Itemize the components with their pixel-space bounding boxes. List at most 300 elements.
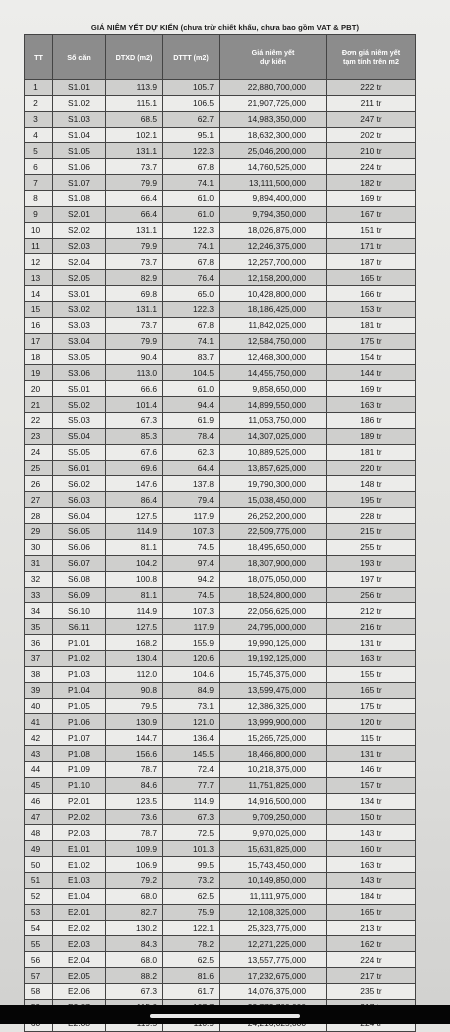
unit-code: S5.04: [53, 428, 106, 444]
listed-price: 12,257,700,000: [220, 254, 327, 270]
dttt-value: 95.1: [163, 127, 220, 143]
row-number: 53: [25, 904, 53, 920]
row-number: 17: [25, 333, 53, 349]
unit-price: 193 tr: [327, 555, 416, 571]
unit-price: 215 tr: [327, 524, 416, 540]
unit-code: S5.05: [53, 444, 106, 460]
unit-code: S3.05: [53, 349, 106, 365]
table-row: [25, 175, 416, 191]
price-table: [24, 34, 416, 1032]
table-row: [25, 254, 416, 270]
row-number: 5: [25, 143, 53, 159]
row-number: 47: [25, 809, 53, 825]
row-number: 50: [25, 857, 53, 873]
unit-code: P1.03: [53, 666, 106, 682]
unit-code: S5.01: [53, 381, 106, 397]
dttt-value: 155.9: [163, 635, 220, 651]
row-number: 2: [25, 95, 53, 111]
dtxd-value: 73.7: [106, 159, 163, 175]
table-row: [25, 682, 416, 698]
row-number: 52: [25, 888, 53, 904]
table-row: [25, 508, 416, 524]
listed-price: 13,857,625,000: [220, 460, 327, 476]
dttt-value: 78.4: [163, 428, 220, 444]
table-row: [25, 714, 416, 730]
dttt-value: 122.3: [163, 222, 220, 238]
listed-price: 9,794,350,000: [220, 206, 327, 222]
dttt-value: 97.4: [163, 555, 220, 571]
dttt-value: 75.9: [163, 904, 220, 920]
listed-price: 10,889,525,000: [220, 444, 327, 460]
row-number: 35: [25, 619, 53, 635]
row-number: 28: [25, 508, 53, 524]
listed-price: 18,186,425,000: [220, 302, 327, 318]
unit-price: 224 tr: [327, 952, 416, 968]
table-row: [25, 936, 416, 952]
dtxd-value: 123.5: [106, 793, 163, 809]
unit-price: 228 tr: [327, 508, 416, 524]
dtxd-value: 78.7: [106, 761, 163, 777]
dttt-value: 117.9: [163, 619, 220, 635]
dttt-value: 99.5: [163, 857, 220, 873]
unit-price: 184 tr: [327, 888, 416, 904]
home-indicator[interactable]: [150, 1014, 300, 1018]
unit-price: 143 tr: [327, 825, 416, 841]
unit-code: S6.08: [53, 571, 106, 587]
dttt-value: 73.2: [163, 872, 220, 888]
unit-code: E1.01: [53, 841, 106, 857]
dttt-value: 62.5: [163, 888, 220, 904]
dtxd-value: 84.6: [106, 777, 163, 793]
unit-price: 169 tr: [327, 191, 416, 207]
unit-price: 163 tr: [327, 650, 416, 666]
unit-code: S6.04: [53, 508, 106, 524]
listed-price: 17,232,675,000: [220, 968, 327, 984]
dttt-value: 104.6: [163, 666, 220, 682]
dtxd-value: 131.1: [106, 143, 163, 159]
dttt-value: 61.0: [163, 191, 220, 207]
table-row: [25, 302, 416, 318]
dttt-value: 62.3: [163, 444, 220, 460]
unit-price: 162 tr: [327, 936, 416, 952]
row-number: 32: [25, 571, 53, 587]
row-number: 6: [25, 159, 53, 175]
unit-code: E1.03: [53, 872, 106, 888]
table-row: [25, 127, 416, 143]
row-number: 9: [25, 206, 53, 222]
listed-price: 22,056,625,000: [220, 603, 327, 619]
unit-price: 151 tr: [327, 222, 416, 238]
unit-price: 165 tr: [327, 904, 416, 920]
dtxd-value: 113.9: [106, 80, 163, 96]
table-row: [25, 698, 416, 714]
unit-code: P1.04: [53, 682, 106, 698]
dttt-value: 136.4: [163, 730, 220, 746]
listed-price: 25,046,200,000: [220, 143, 327, 159]
dtxd-value: 101.4: [106, 397, 163, 413]
unit-price: 186 tr: [327, 413, 416, 429]
listed-price: 18,466,800,000: [220, 746, 327, 762]
dtxd-value: 85.3: [106, 428, 163, 444]
dttt-value: 73.1: [163, 698, 220, 714]
table-row: [25, 555, 416, 571]
listed-price: 12,584,750,000: [220, 333, 327, 349]
dttt-value: 122.1: [163, 920, 220, 936]
listed-price: 15,745,375,000: [220, 666, 327, 682]
listed-price: 13,599,475,000: [220, 682, 327, 698]
dttt-value: 74.5: [163, 539, 220, 555]
listed-price: 9,709,250,000: [220, 809, 327, 825]
unit-code: E2.02: [53, 920, 106, 936]
table-row: [25, 524, 416, 540]
table-row: [25, 238, 416, 254]
dttt-value: 84.9: [163, 682, 220, 698]
dtxd-value: 66.6: [106, 381, 163, 397]
listed-price: 18,495,650,000: [220, 539, 327, 555]
dtxd-value: 100.8: [106, 571, 163, 587]
dtxd-value: 156.6: [106, 746, 163, 762]
listed-price: 14,076,375,000: [220, 983, 327, 999]
table-row: [25, 619, 416, 635]
dttt-value: 65.0: [163, 286, 220, 302]
unit-price: 189 tr: [327, 428, 416, 444]
dttt-value: 120.6: [163, 650, 220, 666]
listed-price: 22,509,775,000: [220, 524, 327, 540]
unit-price: 165 tr: [327, 682, 416, 698]
listed-price: 12,246,375,000: [220, 238, 327, 254]
listed-price: 14,307,025,000: [220, 428, 327, 444]
dttt-value: 105.7: [163, 80, 220, 96]
dttt-value: 76.4: [163, 270, 220, 286]
row-number: 43: [25, 746, 53, 762]
unit-price: 171 tr: [327, 238, 416, 254]
unit-price: 197 tr: [327, 571, 416, 587]
table-row: [25, 95, 416, 111]
row-number: 34: [25, 603, 53, 619]
unit-code: S6.11: [53, 619, 106, 635]
unit-code: E1.02: [53, 857, 106, 873]
unit-price: 247 tr: [327, 111, 416, 127]
dtxd-value: 79.9: [106, 175, 163, 191]
dttt-value: 81.6: [163, 968, 220, 984]
unit-code: S3.03: [53, 317, 106, 333]
dtxd-value: 67.6: [106, 444, 163, 460]
table-row: [25, 413, 416, 429]
dtxd-value: 73.7: [106, 254, 163, 270]
dtxd-value: 67.3: [106, 983, 163, 999]
unit-price: 175 tr: [327, 333, 416, 349]
dtxd-value: 82.7: [106, 904, 163, 920]
dttt-value: 67.3: [163, 809, 220, 825]
listed-price: 18,632,300,000: [220, 127, 327, 143]
table-row: [25, 888, 416, 904]
table-row: [25, 603, 416, 619]
table-row: [25, 365, 416, 381]
listed-price: 15,631,825,000: [220, 841, 327, 857]
dtxd-value: 69.6: [106, 460, 163, 476]
table-row: [25, 80, 416, 96]
dtxd-value: 82.9: [106, 270, 163, 286]
row-number: 51: [25, 872, 53, 888]
unit-code: E2.04: [53, 952, 106, 968]
dtxd-value: 168.2: [106, 635, 163, 651]
unit-price: 216 tr: [327, 619, 416, 635]
dttt-value: 94.4: [163, 397, 220, 413]
dtxd-value: 88.2: [106, 968, 163, 984]
listed-price: 13,557,775,000: [220, 952, 327, 968]
dttt-value: 67.8: [163, 317, 220, 333]
header-tt: TT: [25, 35, 53, 80]
dtxd-value: 112.0: [106, 666, 163, 682]
unit-code: P2.02: [53, 809, 106, 825]
dttt-value: 79.4: [163, 492, 220, 508]
listed-price: 12,108,325,000: [220, 904, 327, 920]
dtxd-value: 73.7: [106, 317, 163, 333]
unit-code: S2.03: [53, 238, 106, 254]
dtxd-value: 90.4: [106, 349, 163, 365]
unit-code: S6.10: [53, 603, 106, 619]
row-number: 54: [25, 920, 53, 936]
listed-price: 14,455,750,000: [220, 365, 327, 381]
row-number: 3: [25, 111, 53, 127]
unit-price: 187 tr: [327, 254, 416, 270]
table-row: [25, 444, 416, 460]
unit-code: S6.02: [53, 476, 106, 492]
unit-code: P1.08: [53, 746, 106, 762]
dttt-value: 145.5: [163, 746, 220, 762]
table-row: [25, 841, 416, 857]
unit-price: 165 tr: [327, 270, 416, 286]
table-row: [25, 286, 416, 302]
dttt-value: 74.5: [163, 587, 220, 603]
listed-price: 14,916,500,000: [220, 793, 327, 809]
header-don-gia: [327, 35, 416, 80]
dttt-value: 77.7: [163, 777, 220, 793]
unit-price: 150 tr: [327, 809, 416, 825]
listed-price: 10,428,800,000: [220, 286, 327, 302]
dtxd-value: 86.4: [106, 492, 163, 508]
unit-code: P1.06: [53, 714, 106, 730]
table-body: [25, 80, 416, 1032]
dtxd-value: 130.2: [106, 920, 163, 936]
unit-price: 154 tr: [327, 349, 416, 365]
table-row: [25, 222, 416, 238]
listed-price: 25,323,775,000: [220, 920, 327, 936]
unit-code: S6.09: [53, 587, 106, 603]
row-number: 39: [25, 682, 53, 698]
unit-code: E2.01: [53, 904, 106, 920]
row-number: 24: [25, 444, 53, 460]
unit-code: S1.08: [53, 191, 106, 207]
row-number: 42: [25, 730, 53, 746]
row-number: 41: [25, 714, 53, 730]
dtxd-value: 104.2: [106, 555, 163, 571]
dttt-value: 72.4: [163, 761, 220, 777]
row-number: 30: [25, 539, 53, 555]
unit-price: 160 tr: [327, 841, 416, 857]
row-number: 46: [25, 793, 53, 809]
table-row: [25, 111, 416, 127]
listed-price: 18,026,875,000: [220, 222, 327, 238]
dtxd-value: 68.5: [106, 111, 163, 127]
row-number: 11: [25, 238, 53, 254]
listed-price: 9,858,650,000: [220, 381, 327, 397]
row-number: 36: [25, 635, 53, 651]
table-row: [25, 270, 416, 286]
unit-price: 181 tr: [327, 317, 416, 333]
dtxd-value: 130.4: [106, 650, 163, 666]
table-row: [25, 492, 416, 508]
listed-price: 15,743,450,000: [220, 857, 327, 873]
unit-price: 195 tr: [327, 492, 416, 508]
dtxd-value: 69.8: [106, 286, 163, 302]
unit-price: 153 tr: [327, 302, 416, 318]
listed-price: 19,192,125,000: [220, 650, 327, 666]
row-number: 14: [25, 286, 53, 302]
unit-code: S5.03: [53, 413, 106, 429]
listed-price: 18,307,900,000: [220, 555, 327, 571]
dtxd-value: 113.0: [106, 365, 163, 381]
table-row: [25, 920, 416, 936]
listed-price: 10,149,850,000: [220, 872, 327, 888]
table-row: [25, 761, 416, 777]
unit-code: S5.02: [53, 397, 106, 413]
unit-price: 212 tr: [327, 603, 416, 619]
listed-price: 9,894,400,000: [220, 191, 327, 207]
unit-code: P1.05: [53, 698, 106, 714]
unit-price: 169 tr: [327, 381, 416, 397]
row-number: 29: [25, 524, 53, 540]
unit-code: S1.02: [53, 95, 106, 111]
row-number: 49: [25, 841, 53, 857]
unit-code: P2.03: [53, 825, 106, 841]
dtxd-value: 127.5: [106, 619, 163, 635]
dttt-value: 74.1: [163, 333, 220, 349]
table-title: GIÁ NIÊM YẾT DỰ KIẾN (chưa trừ chiết khấu, chưa bao gồm VAT & PBT): [90, 23, 360, 32]
dtxd-value: 78.7: [106, 825, 163, 841]
dtxd-value: 81.1: [106, 587, 163, 603]
unit-code: S6.07: [53, 555, 106, 571]
row-number: 55: [25, 936, 53, 952]
header-gia-line-2: dự kiến: [260, 57, 286, 66]
table-row: [25, 952, 416, 968]
unit-code: S1.04: [53, 127, 106, 143]
row-number: 22: [25, 413, 53, 429]
row-number: 7: [25, 175, 53, 191]
table-row: [25, 650, 416, 666]
dttt-value: 61.7: [163, 983, 220, 999]
unit-price: 213 tr: [327, 920, 416, 936]
header-don-gia-line-1: Đơn giá niêm yết: [341, 48, 401, 57]
unit-code: E2.03: [53, 936, 106, 952]
unit-code: S1.05: [53, 143, 106, 159]
unit-price: 144 tr: [327, 365, 416, 381]
dtxd-value: 144.7: [106, 730, 163, 746]
table-row: [25, 746, 416, 762]
dttt-value: 62.5: [163, 952, 220, 968]
row-number: 12: [25, 254, 53, 270]
table-row: [25, 206, 416, 222]
unit-price: 256 tr: [327, 587, 416, 603]
table-row: [25, 730, 416, 746]
listed-price: 13,111,500,000: [220, 175, 327, 191]
unit-code: S1.07: [53, 175, 106, 191]
dttt-value: 74.1: [163, 238, 220, 254]
dttt-value: 101.3: [163, 841, 220, 857]
header-dttt: DTTT (m2): [163, 35, 220, 80]
table-row: [25, 349, 416, 365]
dtxd-value: 79.5: [106, 698, 163, 714]
dtxd-value: 131.1: [106, 222, 163, 238]
table-row: [25, 143, 416, 159]
row-number: 13: [25, 270, 53, 286]
table-row: [25, 904, 416, 920]
row-number: 26: [25, 476, 53, 492]
unit-code: P1.09: [53, 761, 106, 777]
listed-price: 12,158,200,000: [220, 270, 327, 286]
unit-code: S6.06: [53, 539, 106, 555]
listed-price: 22,880,700,000: [220, 80, 327, 96]
dtxd-value: 109.9: [106, 841, 163, 857]
dttt-value: 72.5: [163, 825, 220, 841]
dtxd-value: 79.9: [106, 238, 163, 254]
unit-code: E2.05: [53, 968, 106, 984]
table-row: [25, 635, 416, 651]
unit-price: 222 tr: [327, 80, 416, 96]
row-number: 1: [25, 80, 53, 96]
dttt-value: 114.9: [163, 793, 220, 809]
dtxd-value: 114.9: [106, 524, 163, 540]
row-number: 25: [25, 460, 53, 476]
table-row: [25, 333, 416, 349]
unit-price: 131 tr: [327, 746, 416, 762]
dtxd-value: 131.1: [106, 302, 163, 318]
unit-code: S3.06: [53, 365, 106, 381]
row-number: 31: [25, 555, 53, 571]
dtxd-value: 81.1: [106, 539, 163, 555]
listed-price: 13,999,900,000: [220, 714, 327, 730]
table-row: [25, 968, 416, 984]
dttt-value: 67.8: [163, 254, 220, 270]
listed-price: 12,386,325,000: [220, 698, 327, 714]
dttt-value: 117.9: [163, 508, 220, 524]
unit-code: S6.03: [53, 492, 106, 508]
unit-price: 220 tr: [327, 460, 416, 476]
row-number: 38: [25, 666, 53, 682]
row-number: 56: [25, 952, 53, 968]
row-number: 40: [25, 698, 53, 714]
unit-code: S6.05: [53, 524, 106, 540]
table-row: [25, 809, 416, 825]
dtxd-value: 84.3: [106, 936, 163, 952]
dttt-value: 122.3: [163, 302, 220, 318]
table-row: [25, 983, 416, 999]
table-row: [25, 793, 416, 809]
dtxd-value: 68.0: [106, 888, 163, 904]
table-row: [25, 460, 416, 476]
unit-price: 148 tr: [327, 476, 416, 492]
unit-code: S1.01: [53, 80, 106, 96]
dtxd-value: 147.6: [106, 476, 163, 492]
dttt-value: 121.0: [163, 714, 220, 730]
unit-code: P1.01: [53, 635, 106, 651]
unit-code: S3.04: [53, 333, 106, 349]
unit-code: S1.06: [53, 159, 106, 175]
row-number: 37: [25, 650, 53, 666]
dtxd-value: 115.1: [106, 95, 163, 111]
table-row: [25, 872, 416, 888]
unit-code: P1.07: [53, 730, 106, 746]
